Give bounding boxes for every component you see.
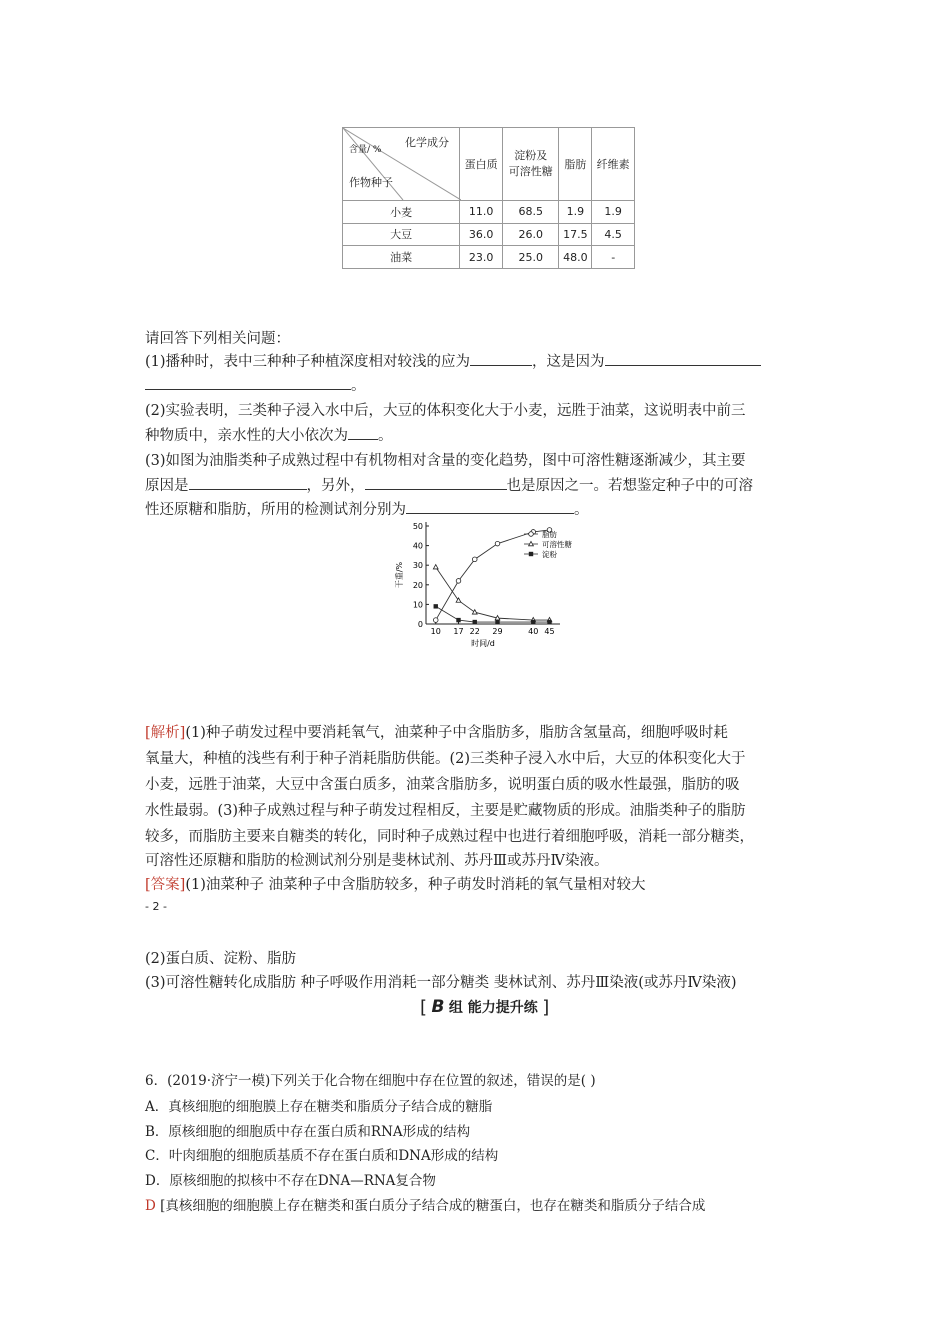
organic-matter-chart — [390, 520, 590, 652]
point-marker — [472, 557, 477, 562]
x-tick-label: 29 — [492, 627, 503, 636]
composition-table — [342, 127, 635, 269]
legend-label: 淀粉 — [542, 550, 557, 559]
y-axis-label: 干重/% — [395, 561, 404, 589]
point-marker — [495, 541, 500, 546]
table-cell: 36.0 — [460, 223, 503, 246]
q3-blank-2[interactable] — [365, 473, 507, 490]
point-marker — [547, 620, 551, 624]
header-fat: 脂肪 — [559, 128, 592, 201]
q2-blank[interactable] — [348, 423, 378, 440]
section-label: 组 能力提升练 — [448, 1000, 538, 1016]
x-tick-label: 40 — [528, 627, 539, 636]
question-2-line1: (2)实验表明，三类种子浸入水中后，大豆的体积变化大于小麦，远胜于油菜，这说明表中前三 — [145, 403, 746, 419]
page-number: - 2 - — [145, 900, 167, 913]
q1-text: (1)播种时，表中三种种子种植深度相对较浅的应为 — [145, 354, 471, 370]
x-tick-label: 17 — [453, 627, 464, 636]
bracket-left-icon: [ — [420, 997, 428, 1018]
x-tick-label: 10 — [430, 627, 441, 636]
q6-option-c[interactable]: C．叶肉细胞的细胞质基质不存在蛋白质和DNA形成的结构 — [145, 1148, 499, 1164]
header-starch-sugar: 淀粉及 可溶性糖 — [503, 128, 559, 201]
table-cell: 68.5 — [503, 201, 559, 224]
question-3-line3: 性还原糖和脂肪，所用的检测试剂分别为 。 — [145, 497, 589, 522]
analysis-line-3: 小麦，远胜于油菜，大豆中含蛋白质多，油菜含脂肪多，说明蛋白质的吸水性最强，脂肪的吸 — [145, 777, 740, 793]
q3-blank-3[interactable] — [406, 497, 574, 514]
q1-text-2: ，这是因为 — [532, 354, 605, 370]
point-marker — [472, 610, 477, 614]
q1-blank-2[interactable] — [605, 349, 761, 366]
corner-mid-label: 含量/ % — [349, 145, 382, 155]
answer-tag: [答案] — [145, 877, 186, 893]
point-marker — [495, 620, 499, 624]
point-marker — [529, 532, 534, 537]
table-cell: 25.0 — [503, 246, 559, 269]
answer-line-3: (3)可溶性糖转化成脂肪 种子呼吸作用消耗一部分糖类 斐林试剂、苏丹Ⅲ染液(或苏丹Ⅳ染液) — [145, 975, 737, 991]
x-tick-label: 45 — [544, 627, 555, 636]
answer-line-2: (2)蛋白质、淀粉、脂肪 — [145, 951, 297, 967]
table-cell: 26.0 — [503, 223, 559, 246]
table-cell: 1.9 — [592, 201, 635, 224]
q6-answer — [145, 1194, 705, 1218]
series-line-可溶性糖 — [436, 567, 550, 620]
point-marker — [433, 565, 438, 569]
point-marker — [434, 604, 438, 608]
answer-line-1: [答案](1)油菜种子 油菜种子中含脂肪较多，种子萌发时消耗的氧气量相对较大 — [145, 877, 646, 893]
legend-label: 脂肪 — [542, 530, 557, 539]
question-2-line2: 种物质中，亲水性的大小依次为 。 — [145, 423, 393, 448]
point-marker — [531, 620, 535, 624]
q6-answer-letter: D — [145, 1198, 156, 1214]
y-tick-label: 30 — [412, 561, 423, 571]
point-marker — [433, 618, 438, 623]
question-1-line1 — [145, 349, 761, 374]
point-marker — [456, 618, 460, 622]
y-tick-label: 10 — [412, 600, 423, 610]
q1-blank-1[interactable] — [470, 349, 532, 366]
analysis-line-5: 较多，而脂肪主要来自糖类的转化，同时种子成熟过程中也进行着细胞呼吸，消耗一部分糖类， — [145, 829, 754, 845]
table-corner-cell — [343, 128, 460, 201]
analysis-line-1: [解析](1)种子萌发过程中要消耗氧气，油菜种子中含脂肪多，脂肪含氢量高，细胞呼吸时耗 — [145, 725, 728, 741]
analysis-line-2: 氧量大，种植的浅些有利于种子消耗脂肪供能。(2)三类种子浸入水中后，大豆的体积变化大于 — [145, 751, 746, 767]
x-tick-label: 22 — [469, 627, 480, 636]
row-label: 大豆 — [343, 223, 460, 246]
point-marker — [456, 579, 461, 584]
row-label: 小麦 — [343, 201, 460, 224]
header-cellulose: 纤维素 — [592, 128, 635, 201]
bracket-right-icon: ] — [542, 997, 550, 1018]
corner-bottom-label: 作物种子 — [349, 176, 393, 189]
question-3-line1: (3)如图为油脂类种子成熟过程中有机物相对含量的变化趋势，图中可溶性糖逐渐减少，其主要 — [145, 453, 746, 469]
y-tick-label: 0 — [417, 620, 423, 629]
table-row — [343, 223, 635, 246]
table-cell: 11.0 — [460, 201, 503, 224]
q3-blank-1[interactable] — [189, 473, 307, 490]
y-tick-label: 40 — [412, 541, 423, 551]
point-marker — [529, 541, 534, 545]
analysis-tag: [解析] — [145, 725, 186, 741]
header-protein: 蛋白质 — [460, 128, 503, 201]
table-cell: 23.0 — [460, 246, 503, 269]
q6-stem: 6．(2019·济宁一模)下列关于化合物在细胞中存在位置的叙述，错误的是( ) — [145, 1073, 596, 1089]
table-cell: 1.9 — [559, 201, 592, 224]
section-header — [420, 997, 549, 1019]
table-row — [343, 246, 635, 269]
corner-top-label: 化学成分 — [405, 136, 449, 149]
point-marker — [473, 620, 477, 624]
q6-answer-text: [真核细胞的细胞膜上存在糖类和蛋白质分子结合成的糖蛋白，也存在糖类和脂质分子结合成 — [160, 1198, 706, 1214]
x-axis-label: 时间/d — [471, 639, 495, 648]
analysis-line-6: 可溶性还原糖和脂肪的检测试剂分别是斐林试剂、苏丹Ⅲ或苏丹Ⅳ染液。 — [145, 853, 609, 869]
row-label: 油菜 — [343, 246, 460, 269]
table-cell: 48.0 — [559, 246, 592, 269]
table-cell: 4.5 — [592, 223, 635, 246]
y-tick-label: 20 — [412, 580, 423, 590]
q6-option-a[interactable]: A．真核细胞的细胞膜上存在糖类和脂质分子结合成的糖脂 — [145, 1099, 493, 1115]
q1-blank-2-cont[interactable] — [145, 373, 351, 390]
question-1-line2: 。 — [145, 373, 366, 398]
q6-option-b[interactable]: B．原核细胞的细胞质中存在蛋白质和RNA形成的结构 — [145, 1124, 471, 1140]
point-marker — [529, 552, 533, 556]
analysis-line-4: 水性最弱。(3)种子成熟过程与种子萌发过程相反，主要是贮藏物质的形成。油脂类种子的脂肪 — [145, 803, 746, 819]
question-3-line2: 原因是 ，另外， 也是原因之一。若想鉴定种子中的可溶 — [145, 473, 753, 498]
legend-label: 可溶性糖 — [542, 540, 572, 549]
table-row — [343, 201, 635, 224]
table-cell: 17.5 — [559, 223, 592, 246]
q6-option-d[interactable]: D．原核细胞的拟核中不存在DNA—RNA复合物 — [145, 1173, 436, 1189]
y-tick-label: 50 — [412, 522, 423, 531]
section-letter: B — [431, 997, 445, 1017]
table-cell: - — [592, 246, 635, 269]
question-intro: 请回答下列相关问题： — [145, 331, 290, 347]
